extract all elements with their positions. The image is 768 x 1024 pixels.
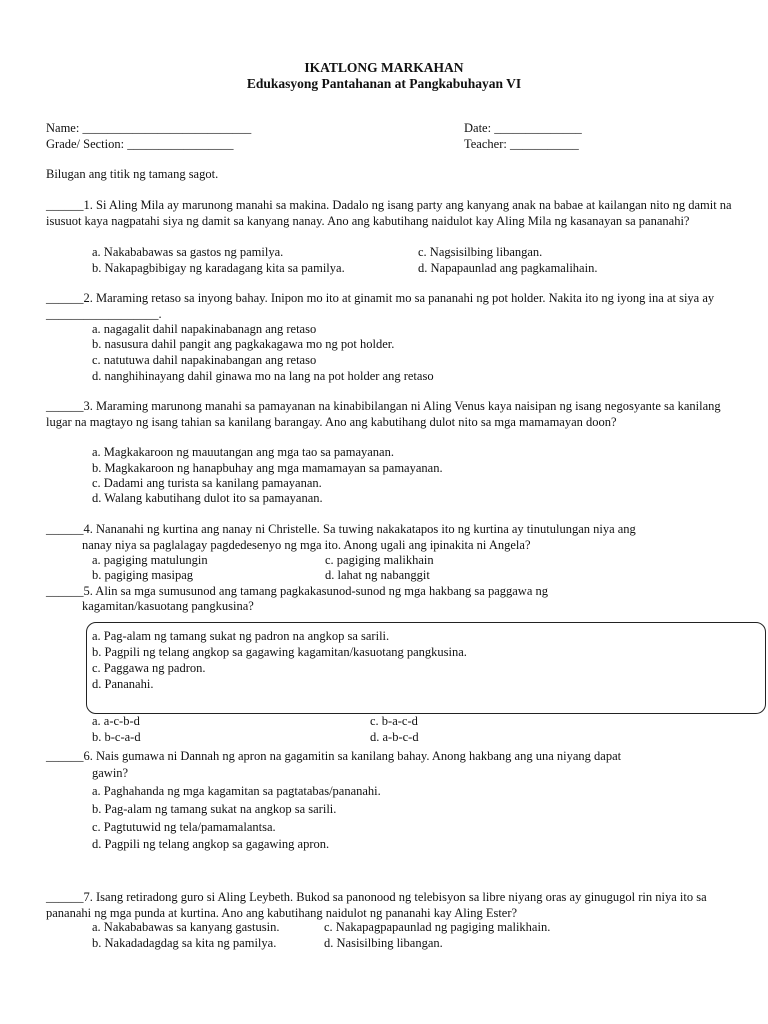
question-3-option-a: a. Magkakaroon ng mauutangan ang mga tao sa pamayanan.	[92, 445, 394, 459]
question-7-stem: ______7. Isang retiradong guro si Aling Leybeth. Bukod sa panonood ng telebisyon sa libre niyang oras ay ginugugol rin niya ito sa pananahi ng mga punda at kurtina. Ano ang kabutihang naidulot ng pananahi kay Aling Ester?	[46, 890, 707, 920]
teacher-field: Teacher: ___________	[464, 137, 579, 151]
step-a: a. Pag-alam ng tamang sukat ng padron na angkop sa sarili.	[92, 629, 390, 643]
question-4-option-a: a. pagiging matulungin	[92, 553, 208, 567]
question-5-stem-cont: kagamitan/kasuotang pangkusina?	[82, 599, 254, 613]
step-b: b. Pagpili ng telang angkop sa gagawing kagamitan/kasuotang pangkusina.	[92, 645, 467, 659]
question-5-stem: ______5. Alin sa mga sumusunod ang tamang pagkakasunod-sunod ng mga hakbang sa paggawa ng	[46, 584, 548, 598]
question-3-option-b: b. Magkakaroon ng hanapbuhay ang mga mamamayan sa pamayanan.	[92, 461, 443, 475]
question-1-option-b: b. Nakapagbibigay ng karadagang kita sa pamilya.	[92, 261, 345, 275]
question-7-option-b: b. Nakadadagdag sa kita ng pamilya.	[92, 936, 277, 950]
question-4-option-c: c. pagiging malikhain	[325, 553, 434, 567]
question-2-option-a: a. nagagalit dahil napakinabanagn ang retaso	[92, 322, 317, 336]
question-4-option-d: d. lahat ng nabanggit	[325, 568, 430, 582]
question-3-option-d: d. Walang kabutihang dulot ito sa pamayanan.	[92, 491, 323, 505]
question-1-option-a: a. Nakababawas sa gastos ng pamilya.	[92, 245, 284, 259]
question-6-option-b: b. Pag-alam ng tamang sukat na angkop sa sarili.	[92, 802, 337, 816]
question-6-option-a: a. Paghahanda ng mga kagamitan sa pagtatabas/pananahi.	[92, 784, 381, 798]
date-field: Date: ______________	[464, 121, 582, 135]
name-field: Name: ___________________________	[46, 121, 252, 135]
question-4-option-b: b. pagiging masipag	[92, 568, 194, 582]
question-6-option-c: c. Pagtutuwid ng tela/pamamalantsa.	[92, 820, 276, 834]
question-2-option-d: d. nanghihinayang dahil ginawa mo na lang na pot holder ang retaso	[92, 369, 434, 383]
grade-section-field: Grade/ Section: _________________	[46, 137, 234, 151]
step-c: c. Paggawa ng padron.	[92, 661, 206, 675]
question-7-option-a: a. Nakababawas sa kanyang gastusin.	[92, 920, 280, 934]
question-5-option-c: c. b-a-c-d	[370, 714, 418, 728]
question-1-stem: ______1. Si Aling Mila ay marunong manahi sa makina. Dadalo ng isang party ang kanyang anak na babae at kailangan nito ng damit na isusuot kaya nagpatahi siya ng damit sa kanyang nanay. Ano ang kabutihang naidulot kay Aling Mila ng kasanayan sa pananahi?	[46, 198, 732, 228]
subject-title: Edukasyong Pantahanan at Pangkabuhayan VI	[246, 76, 522, 91]
question-3-option-c: c. Dadami ang turista sa kanilang pamayanan.	[92, 476, 322, 490]
step-d: d. Pananahi.	[92, 677, 154, 691]
question-4-stem: ______4. Nananahi ng kurtina ang nanay ni Christelle. Sa tuwing nakakatapos ito ng kurtina ay tinutulungan niya ang	[46, 522, 636, 536]
question-1-option-d: d. Napapaunlad ang pagkamalihain.	[418, 261, 598, 275]
question-4-stem-cont: nanay niya sa paglalagay pagdedesenyo ng mga ito. Anong ugali ang ipinakita ni Angela?	[82, 538, 531, 552]
question-2-option-b: b. nasusura dahil pangit ang pagkakagawa mo ng pot holder.	[92, 337, 395, 351]
question-1-option-c: c. Nagsisilbing libangan.	[418, 245, 543, 259]
question-6-stem-cont: gawin?	[92, 766, 129, 780]
question-6-stem: ______6. Nais gumawa ni Dannah ng apron na gagamitin sa kanilang bahay. Anong hakbang ang una niyang dapat	[46, 749, 622, 763]
quarter-title: IKATLONG MARKAHAN	[304, 60, 464, 75]
question-2-option-c: c. natutuwa dahil napakinabangan ang retaso	[92, 353, 317, 367]
instruction: Bilugan ang titik ng tamang sagot.	[46, 167, 219, 181]
question-7-option-d: d. Nasisilbing libangan.	[324, 936, 443, 950]
question-7-option-c: c. Nakapagpapaunlad ng pagiging malikhain.	[324, 920, 551, 934]
question-5-option-b: b. b-c-a-d	[92, 730, 141, 744]
question-5-option-a: a. a-c-b-d	[92, 714, 140, 728]
question-3-stem: ______3. Maraming marunong manahi sa pamayanan na kinabibilangan ni Aling Venus kaya naisipan ng isang negosyante sa kanilang lugar na magtayo ng isang tahian sa kanilang barangay. Ano ang kabutihang dulot nito sa mga mamamayan doon?	[46, 399, 721, 429]
question-2-stem: ______2. Maraming retaso sa inyong bahay. Inipon mo ito at ginamit mo sa pananahi ng pot holder. Nakita ito ng iyong ina at siya ay __________________.	[46, 291, 715, 321]
question-5-option-d: d. a-b-c-d	[370, 730, 419, 744]
question-6-option-d: d. Pagpili ng telang angkop sa gagawing apron.	[92, 837, 330, 851]
